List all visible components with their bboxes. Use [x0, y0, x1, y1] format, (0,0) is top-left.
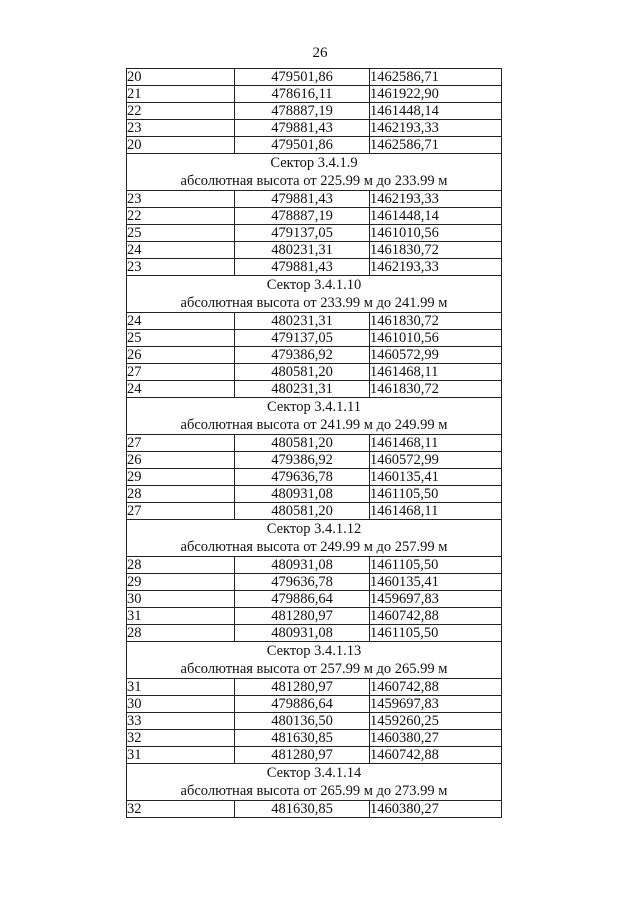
table-row — [127, 313, 502, 330]
sector-altitude: абсолютная высота от 265.99 м до 273.99 м — [180, 783, 448, 799]
y-coordinate-cell: 1459697,83 — [370, 591, 502, 608]
point-number-cell: 21 — [127, 86, 235, 103]
table-row — [127, 347, 502, 364]
table-row — [127, 381, 502, 398]
y-coordinate-cell: 1462193,33 — [370, 120, 502, 137]
sector-title: Сектор 3.4.1.13 — [266, 643, 362, 659]
y-coordinate-cell: 1461448,14 — [370, 208, 502, 225]
point-number-cell: 22 — [127, 103, 235, 120]
y-coordinate-cell: 1460742,88 — [370, 747, 502, 764]
point-number-cell: 23 — [127, 120, 235, 137]
table-row — [127, 486, 502, 503]
point-number-cell: 27 — [127, 503, 235, 520]
x-coordinate-cell: 481280,97 — [235, 608, 370, 625]
y-coordinate-cell: 1461830,72 — [370, 313, 502, 330]
x-coordinate-cell: 479501,86 — [235, 69, 370, 86]
table-row — [127, 435, 502, 452]
point-number-cell: 25 — [127, 225, 235, 242]
sector-title: Сектор 3.4.1.11 — [267, 399, 361, 415]
x-coordinate-cell: 480581,20 — [235, 435, 370, 452]
table-row — [127, 137, 502, 154]
point-number-cell: 26 — [127, 347, 235, 364]
table-row — [127, 242, 502, 259]
sector-altitude: абсолютная высота от 257.99 м до 265.99 м — [180, 661, 448, 677]
point-number-cell: 31 — [127, 679, 235, 696]
point-number-cell: 24 — [127, 313, 235, 330]
y-coordinate-cell: 1461105,50 — [370, 625, 502, 642]
coordinates-table — [126, 68, 502, 818]
y-coordinate-cell: 1461468,11 — [370, 364, 502, 381]
x-coordinate-cell: 479881,43 — [235, 120, 370, 137]
y-coordinate-cell: 1460572,99 — [370, 347, 502, 364]
point-number-cell: 22 — [127, 208, 235, 225]
table-row — [127, 364, 502, 381]
x-coordinate-cell: 479386,92 — [235, 347, 370, 364]
sector-title: Сектор 3.4.1.9 — [270, 155, 358, 171]
table-row — [127, 86, 502, 103]
point-number-cell: 31 — [127, 747, 235, 764]
table-row — [127, 69, 502, 86]
sector-title: Сектор 3.4.1.10 — [266, 277, 362, 293]
y-coordinate-cell: 1461922,90 — [370, 86, 502, 103]
x-coordinate-cell: 479886,64 — [235, 696, 370, 713]
x-coordinate-cell: 481280,97 — [235, 747, 370, 764]
table-row — [127, 452, 502, 469]
sector-header-cell — [127, 764, 502, 801]
sector-header-cell — [127, 642, 502, 679]
sector-header-row — [127, 764, 502, 801]
y-coordinate-cell: 1460135,41 — [370, 574, 502, 591]
sector-title: Сектор 3.4.1.14 — [266, 765, 362, 781]
y-coordinate-cell: 1461010,56 — [370, 225, 502, 242]
sector-altitude: абсолютная высота от 249.99 м до 257.99 м — [180, 539, 448, 555]
point-number-cell: 25 — [127, 330, 235, 347]
point-number-cell: 24 — [127, 242, 235, 259]
y-coordinate-cell: 1459260,25 — [370, 713, 502, 730]
y-coordinate-cell: 1461468,11 — [370, 435, 502, 452]
table-row — [127, 608, 502, 625]
point-number-cell: 30 — [127, 591, 235, 608]
x-coordinate-cell: 480231,31 — [235, 313, 370, 330]
y-coordinate-cell: 1460742,88 — [370, 679, 502, 696]
y-coordinate-cell: 1462193,33 — [370, 191, 502, 208]
table-row — [127, 679, 502, 696]
x-coordinate-cell: 479886,64 — [235, 591, 370, 608]
y-coordinate-cell: 1460742,88 — [370, 608, 502, 625]
table-row — [127, 330, 502, 347]
table-row — [127, 225, 502, 242]
table-row — [127, 625, 502, 642]
table-row — [127, 557, 502, 574]
x-coordinate-cell: 480931,08 — [235, 557, 370, 574]
x-coordinate-cell: 478887,19 — [235, 103, 370, 120]
point-number-cell: 29 — [127, 574, 235, 591]
table-row — [127, 120, 502, 137]
x-coordinate-cell: 478887,19 — [235, 208, 370, 225]
y-coordinate-cell: 1461448,14 — [370, 103, 502, 120]
x-coordinate-cell: 479636,78 — [235, 469, 370, 486]
x-coordinate-cell: 478616,11 — [235, 86, 370, 103]
point-number-cell: 27 — [127, 364, 235, 381]
table-row — [127, 469, 502, 486]
x-coordinate-cell: 480581,20 — [235, 364, 370, 381]
point-number-cell: 26 — [127, 452, 235, 469]
sector-header-cell — [127, 276, 502, 313]
sector-header-cell — [127, 154, 502, 191]
x-coordinate-cell: 479137,05 — [235, 225, 370, 242]
point-number-cell: 24 — [127, 381, 235, 398]
y-coordinate-cell: 1461830,72 — [370, 242, 502, 259]
y-coordinate-cell: 1461468,11 — [370, 503, 502, 520]
x-coordinate-cell: 479881,43 — [235, 259, 370, 276]
point-number-cell: 20 — [127, 69, 235, 86]
table-row — [127, 103, 502, 120]
point-number-cell: 32 — [127, 801, 235, 818]
x-coordinate-cell: 480931,08 — [235, 625, 370, 642]
point-number-cell: 23 — [127, 191, 235, 208]
x-coordinate-cell: 480931,08 — [235, 486, 370, 503]
y-coordinate-cell: 1460380,27 — [370, 730, 502, 747]
x-coordinate-cell: 479386,92 — [235, 452, 370, 469]
y-coordinate-cell: 1460135,41 — [370, 469, 502, 486]
point-number-cell: 28 — [127, 557, 235, 574]
x-coordinate-cell: 480136,50 — [235, 713, 370, 730]
x-coordinate-cell: 479636,78 — [235, 574, 370, 591]
sector-header-row — [127, 642, 502, 679]
y-coordinate-cell: 1460380,27 — [370, 801, 502, 818]
x-coordinate-cell: 481630,85 — [235, 801, 370, 818]
y-coordinate-cell: 1462193,33 — [370, 259, 502, 276]
y-coordinate-cell: 1461010,56 — [370, 330, 502, 347]
point-number-cell: 28 — [127, 486, 235, 503]
y-coordinate-cell: 1461105,50 — [370, 486, 502, 503]
sector-header-row — [127, 520, 502, 557]
y-coordinate-cell: 1461830,72 — [370, 381, 502, 398]
x-coordinate-cell: 481630,85 — [235, 730, 370, 747]
table-row — [127, 503, 502, 520]
x-coordinate-cell: 479501,86 — [235, 137, 370, 154]
point-number-cell: 29 — [127, 469, 235, 486]
point-number-cell: 28 — [127, 625, 235, 642]
sector-header-cell — [127, 398, 502, 435]
point-number-cell: 31 — [127, 608, 235, 625]
sector-header-cell — [127, 520, 502, 557]
point-number-cell: 30 — [127, 696, 235, 713]
x-coordinate-cell: 481280,97 — [235, 679, 370, 696]
point-number-cell: 23 — [127, 259, 235, 276]
point-number-cell: 20 — [127, 137, 235, 154]
y-coordinate-cell: 1462586,71 — [370, 137, 502, 154]
point-number-cell: 32 — [127, 730, 235, 747]
y-coordinate-cell: 1459697,83 — [370, 696, 502, 713]
page-number: 26 — [312, 45, 328, 61]
y-coordinate-cell: 1461105,50 — [370, 557, 502, 574]
sector-header-row — [127, 276, 502, 313]
point-number-cell: 27 — [127, 435, 235, 452]
y-coordinate-cell: 1460572,99 — [370, 452, 502, 469]
sector-altitude: абсолютная высота от 233.99 м до 241.99 м — [180, 295, 448, 311]
table-row — [127, 208, 502, 225]
x-coordinate-cell: 479881,43 — [235, 191, 370, 208]
table-row — [127, 696, 502, 713]
sector-title: Сектор 3.4.1.12 — [266, 521, 362, 537]
table-row — [127, 259, 502, 276]
table-row — [127, 591, 502, 608]
y-coordinate-cell: 1462586,71 — [370, 69, 502, 86]
table-row — [127, 747, 502, 764]
sector-altitude: абсолютная высота от 241.99 м до 249.99 м — [180, 417, 448, 433]
table-row — [127, 191, 502, 208]
sector-altitude: абсолютная высота от 225.99 м до 233.99 м — [180, 173, 448, 189]
table-row — [127, 574, 502, 591]
point-number-cell: 33 — [127, 713, 235, 730]
table-row — [127, 730, 502, 747]
sector-header-row — [127, 398, 502, 435]
table-row — [127, 713, 502, 730]
x-coordinate-cell: 480231,31 — [235, 381, 370, 398]
x-coordinate-cell: 480581,20 — [235, 503, 370, 520]
x-coordinate-cell: 480231,31 — [235, 242, 370, 259]
sector-header-row — [127, 154, 502, 191]
coordinates-table-body — [127, 69, 502, 818]
x-coordinate-cell: 479137,05 — [235, 330, 370, 347]
table-row — [127, 801, 502, 818]
